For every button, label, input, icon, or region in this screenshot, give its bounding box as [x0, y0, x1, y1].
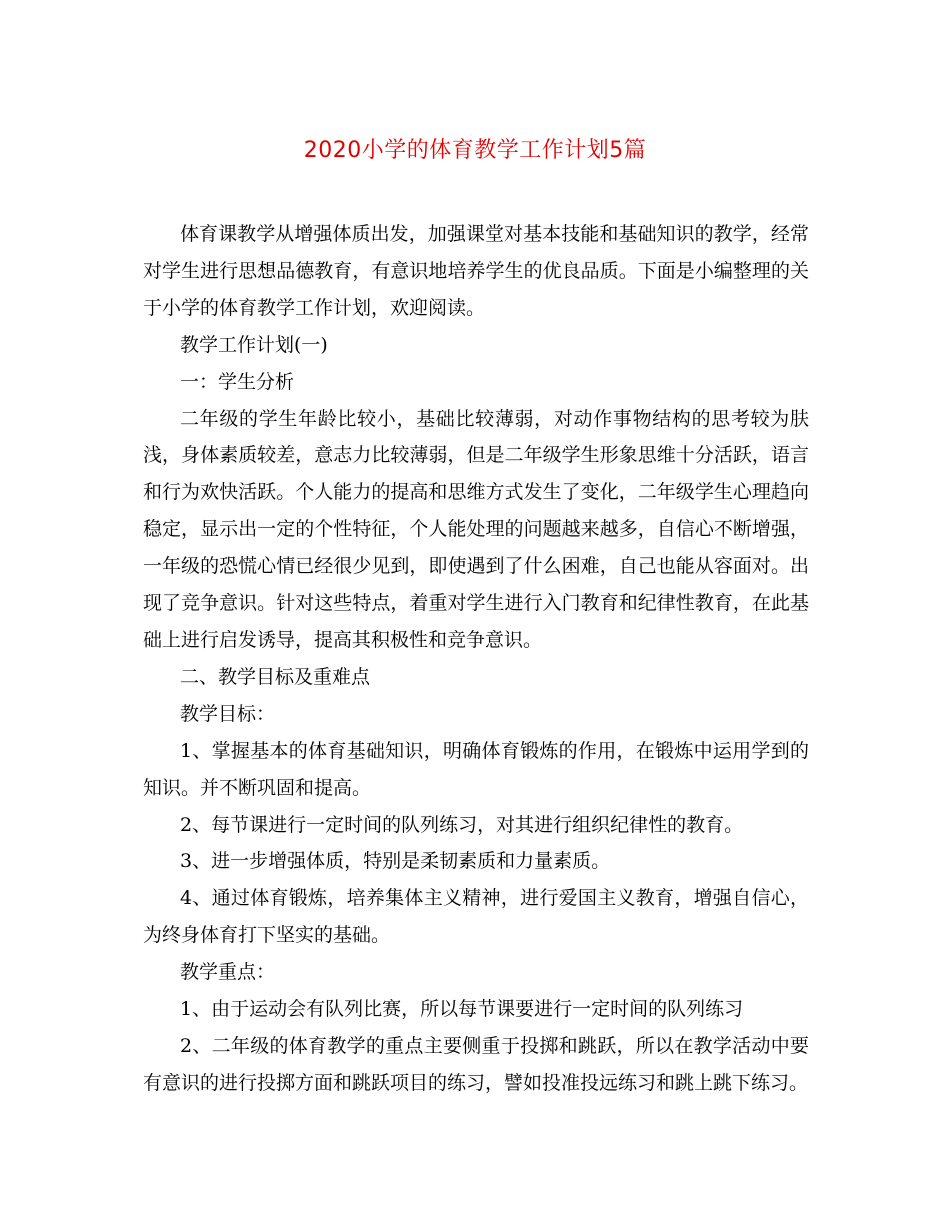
- intro-paragraph: 体育课教学从增强体质出发，加强课堂对基本技能和基础知识的教学，经常对学生进行思想品德教育，有意识地培养学生的优良品质。下面是小编整理的关于小学的体育教学工作计划，欢迎阅读。: [143, 223, 809, 319]
- body-paragraph: 二年级的学生年龄比较小，基础比较薄弱，对动作事物结构的思考较为肤浅，身体素质较差，意志力比较薄弱，但是二年级学生形象思维十分活跃，语言和行为欢快活跃。个人能力的提高和思维方式发生了变化，二年级学生心理趋向稳定，显示出一定的个性特征，个人能处理的问题越来越多，自信心不断增强，一年级的恐慌心情已经很少见到，即使遇到了什么困难，自己也能从容面对。出现了竞争意识。针对这些特点，着重对学生进行入门教育和纪律性教育，在此基础上进行启发诱导，提高其积极性和竞争意识。: [143, 407, 809, 651]
- document-title: 2020小学的体育教学工作计划5篇: [303, 138, 647, 163]
- document-body: [143, 216, 809, 1102]
- section-heading: 教学工作计划(一): [180, 333, 328, 356]
- list-item: 4、通过体育锻炼，培养集体主义精神，进行爱国主义教育，增强自信心，为终身体育打下坚实的基础。: [143, 887, 809, 947]
- subsection-heading: 一：学生分析: [180, 370, 295, 393]
- list-item: 2、二年级的体育教学的重点主要侧重于投掷和跳跃，所以在教学活动中要有意识的进行投掷方面和跳跃项目的练习，譬如投准投远练习和跳上跳下练习。: [143, 1034, 809, 1094]
- list-heading: 教学目标：: [180, 702, 276, 725]
- list-item: 1、掌握基本的体育基础知识，明确体育锻炼的作用，在锻炼中运用学到的知识。并不断巩固和提高。: [143, 739, 809, 799]
- list-item: 3、进一步增强体质，特别是柔韧素质和力量素质。: [180, 850, 611, 873]
- list-heading: 教学重点：: [180, 961, 276, 984]
- list-item: 1、由于运动会有队列比赛，所以每节课要进行一定时间的队列练习: [180, 998, 744, 1021]
- subsection-heading: 二、教学目标及重难点: [180, 665, 371, 688]
- list-item: 2、每节课进行一定时间的队列练习，对其进行组织纪律性的教育。: [180, 813, 744, 836]
